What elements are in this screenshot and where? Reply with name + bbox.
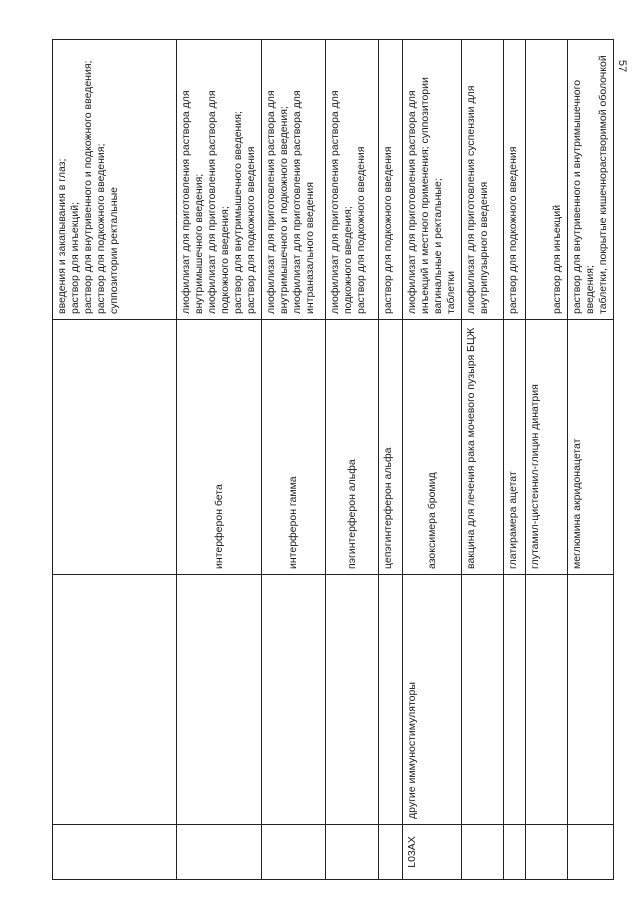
dosage-forms-cell: лиофилизат для приготовления раствора для подкожного введения; раствор для подкожного введения <box>326 40 379 320</box>
dosage-forms-cell: раствор для подкожного введения <box>379 40 403 320</box>
group-cell <box>262 575 326 825</box>
table-row <box>326 40 379 880</box>
drug-name-cell: глатирамера ацетат <box>504 320 526 575</box>
group-cell: другие иммуностимуляторы <box>403 575 462 825</box>
atc-code-cell <box>53 825 177 880</box>
drug-name-cell: пэгинтерферон альфа <box>326 320 379 575</box>
rotated-table-container <box>52 40 609 880</box>
drug-name-cell: меглюмина акридонацетат <box>568 320 614 575</box>
drug-name-cell: интерферон гамма <box>262 320 326 575</box>
table-row <box>504 40 526 880</box>
drug-table <box>52 39 614 880</box>
dosage-forms-cell: раствор для подкожного введения <box>504 40 526 320</box>
group-cell <box>526 575 568 825</box>
drug-name-cell <box>53 320 177 575</box>
dosage-forms-cell: лиофилизат для приготовления раствора для внутримышечного и подкожного введения; лиофилизат для приготовления раствора для интраназального введения <box>262 40 326 320</box>
group-cell <box>53 575 177 825</box>
table-row <box>262 40 326 880</box>
atc-code-cell <box>526 825 568 880</box>
group-cell <box>326 575 379 825</box>
table-row <box>379 40 403 880</box>
table-row <box>403 40 462 880</box>
table-row <box>526 40 568 880</box>
drug-name-cell: вакцина для лечения рака мочевого пузыря БЦЖ <box>462 320 504 575</box>
table-row <box>177 40 262 880</box>
drug-name-cell: азоксимера бромид <box>403 320 462 575</box>
group-cell <box>379 575 403 825</box>
drug-name-cell: цепэгинтерферон альфа <box>379 320 403 575</box>
dosage-forms-cell: лиофилизат для приготовления суспензии для внутрипузырного введения <box>462 40 504 320</box>
table-row <box>53 40 177 880</box>
dosage-forms-cell: введения и закапывания в глаз; раствор для инъекций; раствор для внутривенного и подкожного введения; раствор для подкожного введения; суппозитории ректальные <box>53 40 177 320</box>
atc-code-cell <box>262 825 326 880</box>
group-cell <box>504 575 526 825</box>
group-cell <box>177 575 262 825</box>
dosage-forms-cell: раствор для инъекций <box>526 40 568 320</box>
drug-name-cell: глутамил-цистеинил-глицин динатрия <box>526 320 568 575</box>
group-cell <box>462 575 504 825</box>
atc-code-cell: L03AX <box>403 825 462 880</box>
atc-code-cell <box>379 825 403 880</box>
atc-code-cell <box>568 825 614 880</box>
atc-code-cell <box>462 825 504 880</box>
table-row <box>568 40 614 880</box>
atc-code-cell <box>326 825 379 880</box>
dosage-forms-cell: лиофилизат для приготовления раствора для инъекций и местного применения; суппозитории вагинальные и ректальные; таблетки <box>403 40 462 320</box>
group-cell <box>568 575 614 825</box>
dosage-forms-cell: лиофилизат для приготовления раствора для внутримышечного введения; лиофилизат для приготовления раствора для подкожного введения; раствор для внутримышечного введения; раствор для подкожного введения <box>177 40 262 320</box>
drug-name-cell: интерферон бета <box>177 320 262 575</box>
atc-code-cell <box>504 825 526 880</box>
table-row <box>462 40 504 880</box>
atc-code-cell <box>177 825 262 880</box>
page-number: 57 <box>615 59 628 73</box>
dosage-forms-cell: раствор для внутривенного и внутримышечного введения; таблетки, покрытые кишечнорастворимой оболочкой <box>568 40 614 320</box>
